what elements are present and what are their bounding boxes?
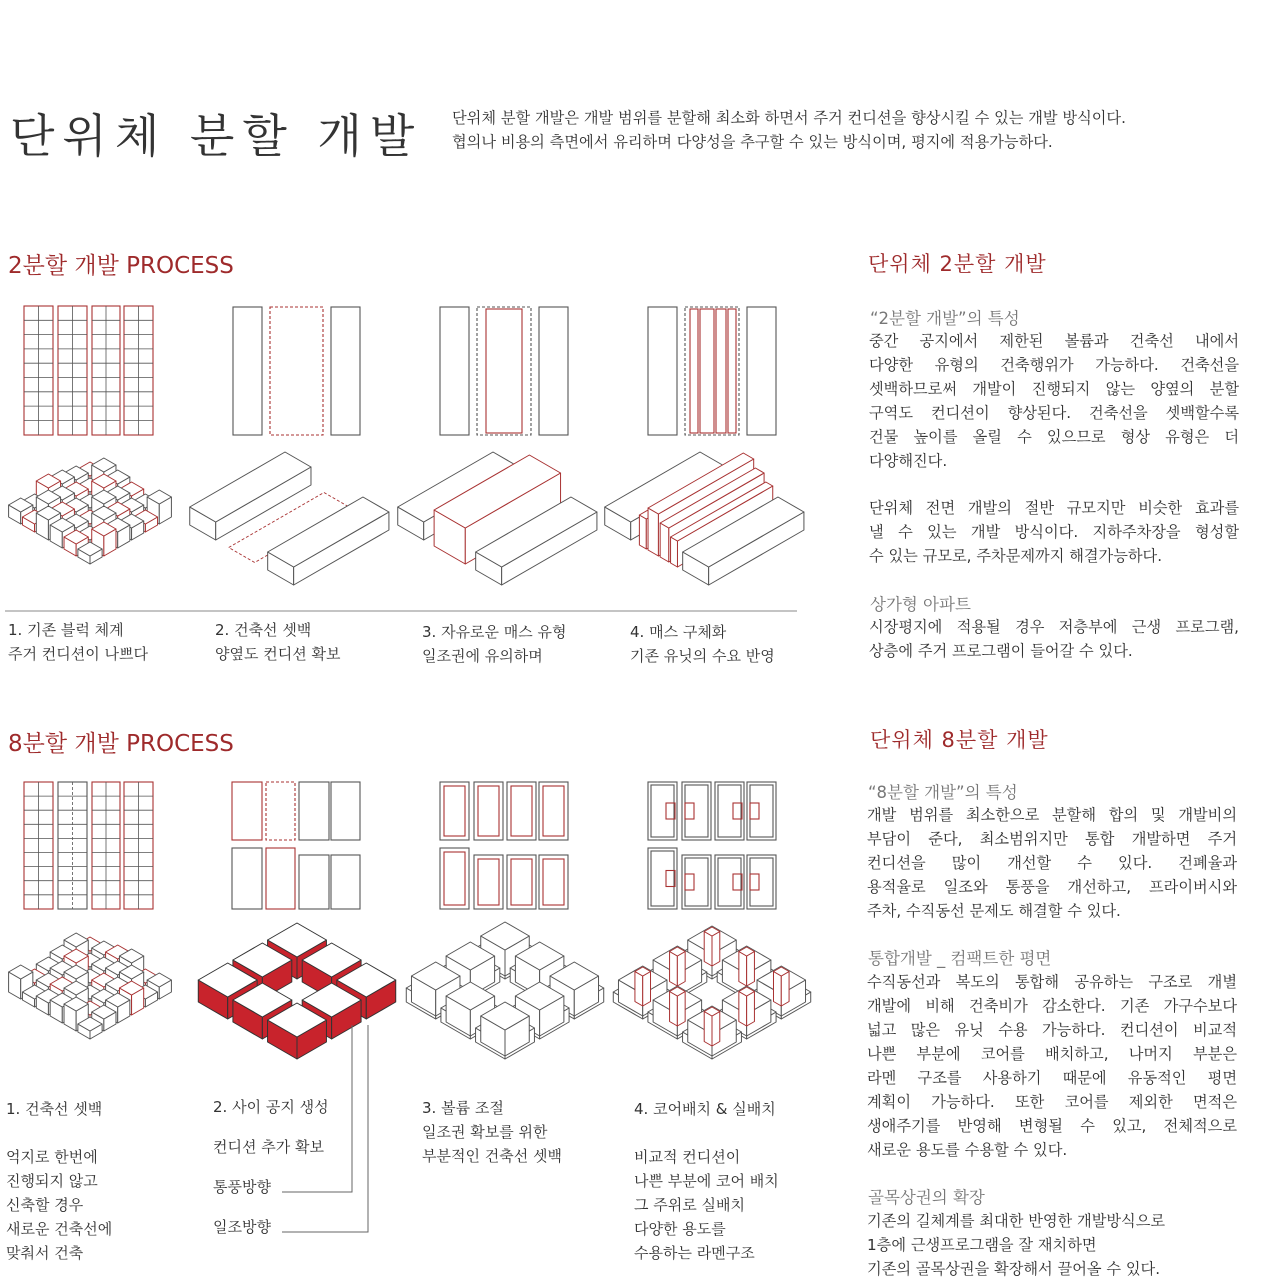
volume — [685, 858, 708, 906]
caption-line — [213, 1157, 329, 1177]
volume — [750, 785, 773, 837]
intro-line: 협의나 비용의 측면에서 유리하며 다양성을 추구할 수 있는 방식이며, 평지에 적용가능하다. — [452, 133, 1053, 151]
volume — [543, 786, 564, 836]
intro-line: 단위체 분할 개발은 개발 범위를 분할해 최소화 하면서 주거 컨디션을 향상시킬 수 있는 개발 방식이다. — [452, 109, 1126, 127]
iso-core-side — [677, 992, 685, 1027]
caption-line: 일조권에 유의하며 — [422, 647, 543, 665]
iso-unit-front — [671, 537, 678, 567]
caption-line: 기존 유닛의 수요 반영 — [630, 647, 775, 665]
p2-caption-1 — [8, 618, 148, 666]
plan-diagrams-2 — [24, 306, 776, 435]
caption-line — [6, 1121, 112, 1145]
text-line: 1층에 근생프로그램을 잘 재치하면 — [867, 1236, 1097, 1254]
text-line: 용적율로 일조와 통풍을 개선하고, 프라이버시와 — [867, 878, 1237, 896]
text-line: 라멘 구조를 사용하기 때문에 유동적인 평면 — [867, 1069, 1237, 1087]
side-block — [648, 307, 677, 435]
iso-unit-front — [660, 523, 669, 562]
unit-strip — [700, 309, 714, 433]
caption-line: 1. 건축선 셋백 — [6, 1100, 103, 1118]
text-line: 다양한 유형의 건축행위가 가능하다. 건축선을 — [869, 356, 1239, 374]
side8-para3 — [867, 1209, 1237, 1281]
core — [685, 874, 694, 890]
unit-strip — [690, 309, 698, 433]
iso-core-front — [670, 992, 678, 1027]
volume — [444, 786, 465, 836]
plot — [299, 855, 329, 909]
p8-caption-1 — [6, 1097, 112, 1265]
plot — [747, 855, 776, 909]
caption-line: 억지로 한번에 — [6, 1148, 98, 1166]
iso-diagrams-8 — [9, 922, 811, 1059]
plot — [299, 782, 329, 840]
text-line: 건물 높이를 올릴 수 있으므로 형상 유형은 더 — [869, 428, 1239, 446]
volume — [718, 858, 741, 906]
plot — [232, 782, 262, 840]
page-title: 단위체 분할 개발 — [10, 109, 423, 163]
caption-line: 부분적인 건축선 셋백 — [422, 1147, 562, 1165]
plot — [682, 855, 711, 909]
caption-line: 그 주위로 실배치 — [634, 1196, 745, 1214]
side8-para2 — [867, 970, 1237, 1162]
caption-line: 컨디션 추가 확보 — [213, 1138, 324, 1156]
caption-line — [213, 1117, 329, 1137]
side2-heading: 단위체 2분할 개발 — [868, 252, 1047, 276]
text-line: 새로운 용도를 수용할 수 있다. — [867, 1141, 1068, 1159]
caption-line: 3. 자유로운 매스 유형 — [422, 623, 567, 641]
iso-diagrams-2 — [9, 452, 804, 585]
text-line: 중간 공지에서 제한된 볼륨과 건축선 내에서 — [869, 332, 1239, 350]
caption-line: 나쁜 부분에 코어 배치 — [634, 1172, 779, 1190]
volume — [511, 786, 532, 836]
side8-subheading: “8분할 개발”의 특성 — [868, 783, 1018, 802]
caption-line: 2. 건축선 셋백 — [215, 621, 312, 639]
setback-zone — [270, 307, 323, 435]
iso-core-front — [704, 932, 712, 967]
caption-line: 진행되지 않고 — [6, 1172, 98, 1190]
iso-core-side — [712, 932, 720, 967]
side-block — [331, 307, 360, 435]
p8-caption-3 — [422, 1096, 562, 1168]
caption-line: 2. 사이 공지 생성 — [213, 1098, 329, 1116]
side8-subheading-2: 통합개발 _ 컴팩트한 평면 — [868, 949, 1052, 968]
side8-subheading-3: 골목상권의 확장 — [868, 1188, 985, 1207]
iso-unit-front — [648, 508, 658, 556]
caption-line: 다양한 용도를 — [634, 1220, 726, 1238]
iso-core-side — [643, 972, 651, 1007]
plot — [331, 782, 360, 840]
side8-para1 — [867, 803, 1237, 923]
text-line: 수직동선과 복도의 통합해 공유하는 구조로 개별 — [867, 973, 1237, 991]
text-line: 셋백하므로써 개발이 진행되지 않는 양옆의 분할 — [869, 380, 1239, 398]
text-line: 수 있는 규모로, 주차문제까지 해결가능하다. — [869, 547, 1163, 565]
side2-para2 — [869, 496, 1239, 568]
iso-core-front — [704, 1012, 712, 1047]
text-line: 컨디션을 많이 개선할 수 있다. 건폐율과 — [867, 854, 1237, 872]
caption-line: 4. 매스 구체화 — [630, 623, 727, 641]
volume — [750, 858, 773, 906]
text-line: 상층에 주거 프로그램이 들어갈 수 있다. — [869, 642, 1133, 660]
text-line: 주차, 수직동선 문제도 해결할 수 있다. — [867, 902, 1121, 920]
text-line: 개발에 비해 건축비가 감소한다. 기존 가구수보다 — [867, 997, 1237, 1015]
text-line: 구역도 컨디션이 향상된다. 건축선을 셋백할수록 — [869, 404, 1239, 422]
iso-core-side — [712, 1012, 720, 1047]
plot — [648, 848, 677, 909]
p2-caption-3 — [422, 620, 567, 668]
p8-caption-4 — [634, 1097, 779, 1265]
text-line: 낼 수 있는 개발 방식이다. 지하주차장을 형성할 — [869, 523, 1239, 541]
side-block — [539, 307, 568, 435]
plan-diagrams-8 — [24, 782, 776, 909]
iso-core-front — [773, 972, 781, 1007]
caption-line: 양옆도 컨디션 확보 — [215, 645, 341, 663]
core — [685, 803, 694, 819]
ventilation-label: 통풍방향 — [213, 1178, 271, 1196]
plot — [747, 782, 776, 840]
side8-heading: 단위체 8분할 개발 — [870, 728, 1049, 752]
plot — [648, 782, 677, 840]
text-line: 나쁜 부분에 코어를 배치하고, 나머지 부분은 — [867, 1045, 1237, 1063]
side2-para3 — [869, 615, 1239, 663]
process2-heading: 2분할 개발 PROCESS — [8, 253, 234, 279]
side2-subheading-2: 상가형 아파트 — [870, 595, 971, 614]
volume — [444, 852, 465, 905]
side-block — [233, 307, 262, 435]
iso-core-front — [670, 952, 678, 987]
plot — [266, 848, 295, 909]
plot — [715, 855, 744, 909]
setback-zone — [685, 307, 739, 435]
plot — [715, 782, 744, 840]
volume — [651, 851, 674, 906]
iso-core-side — [747, 992, 755, 1027]
caption-line: 신축할 경우 — [6, 1196, 84, 1214]
caption-line — [634, 1121, 779, 1145]
core — [750, 803, 759, 819]
caption-line: 주거 컨디션이 나쁘다 — [8, 645, 148, 663]
iso-core-side — [781, 972, 789, 1007]
caption-line: 1. 기존 블럭 체계 — [8, 621, 124, 639]
caption-line: 새로운 건축선에 — [6, 1220, 113, 1238]
caption-line: 비교적 컨디션이 — [634, 1148, 741, 1166]
caption-line: 4. 코어배치 & 실배치 — [634, 1100, 776, 1118]
unit-strip — [728, 309, 736, 433]
plot — [232, 848, 262, 909]
text-line: 다양해진다. — [869, 452, 948, 470]
unit-strip — [716, 309, 726, 433]
text-line: 기존의 길체계를 최대한 반영한 개발방식으로 — [867, 1212, 1166, 1230]
text-line: 시장평지에 적용될 경우 저층부에 근생 프로그램, — [869, 618, 1239, 636]
text-line: 개발 범위를 최소한으로 분할해 합의 및 개발비의 — [867, 806, 1237, 824]
caption-line: 수용하는 라멘구조 — [634, 1244, 755, 1262]
caption-line — [213, 1197, 329, 1217]
caption-line: 맞춰서 건축 — [6, 1244, 84, 1262]
sunlight-label: 일조방향 — [213, 1218, 271, 1236]
mass — [486, 309, 522, 433]
text-line: 단위체 전면 개발의 절반 규모지만 비슷한 효과를 — [869, 499, 1239, 517]
volume — [478, 786, 499, 836]
volume — [478, 859, 499, 905]
side-block — [440, 307, 469, 435]
volume — [511, 859, 532, 905]
iso-core-front — [739, 952, 747, 987]
text-line: 넓고 많은 유닛 수용 가능하다. 컨디션이 비교적 — [867, 1021, 1237, 1039]
text-line: 계획이 가능하다. 또한 코어를 제외한 면적은 — [867, 1093, 1237, 1111]
plot — [266, 782, 295, 840]
volume — [543, 859, 564, 905]
core — [750, 874, 759, 890]
text-line: 부담이 준다, 최소범위지만 통합 개발하면 주거 — [867, 830, 1237, 848]
side2-subheading: “2분할 개발”의 특성 — [870, 309, 1020, 328]
process8-heading: 8분할 개발 PROCESS — [8, 731, 234, 757]
caption-line: 일조권 확보를 위한 — [422, 1123, 548, 1141]
iso-core-side — [677, 952, 685, 987]
iso-core-front — [635, 972, 643, 1007]
volume — [718, 785, 741, 837]
iso-core-front — [739, 992, 747, 1027]
volume — [651, 785, 674, 837]
volume — [685, 785, 708, 837]
text-line: 생애주기를 반영해 변형될 수 있고, 전체적으로 — [867, 1117, 1237, 1135]
text-line: 기존의 골목상권을 확장해서 끌어올 수 있다. — [867, 1260, 1161, 1278]
side2-para1 — [869, 329, 1239, 473]
p2-caption-2 — [215, 618, 340, 666]
caption-line: 3. 볼륨 조절 — [422, 1099, 504, 1117]
side-block — [747, 307, 776, 435]
iso-unit-front — [639, 515, 646, 549]
plot — [682, 782, 711, 840]
iso-core-side — [747, 952, 755, 987]
p2-caption-4 — [630, 620, 775, 668]
setback-zone — [477, 307, 531, 435]
plot — [331, 855, 360, 909]
p8-caption-2 — [213, 1097, 329, 1237]
